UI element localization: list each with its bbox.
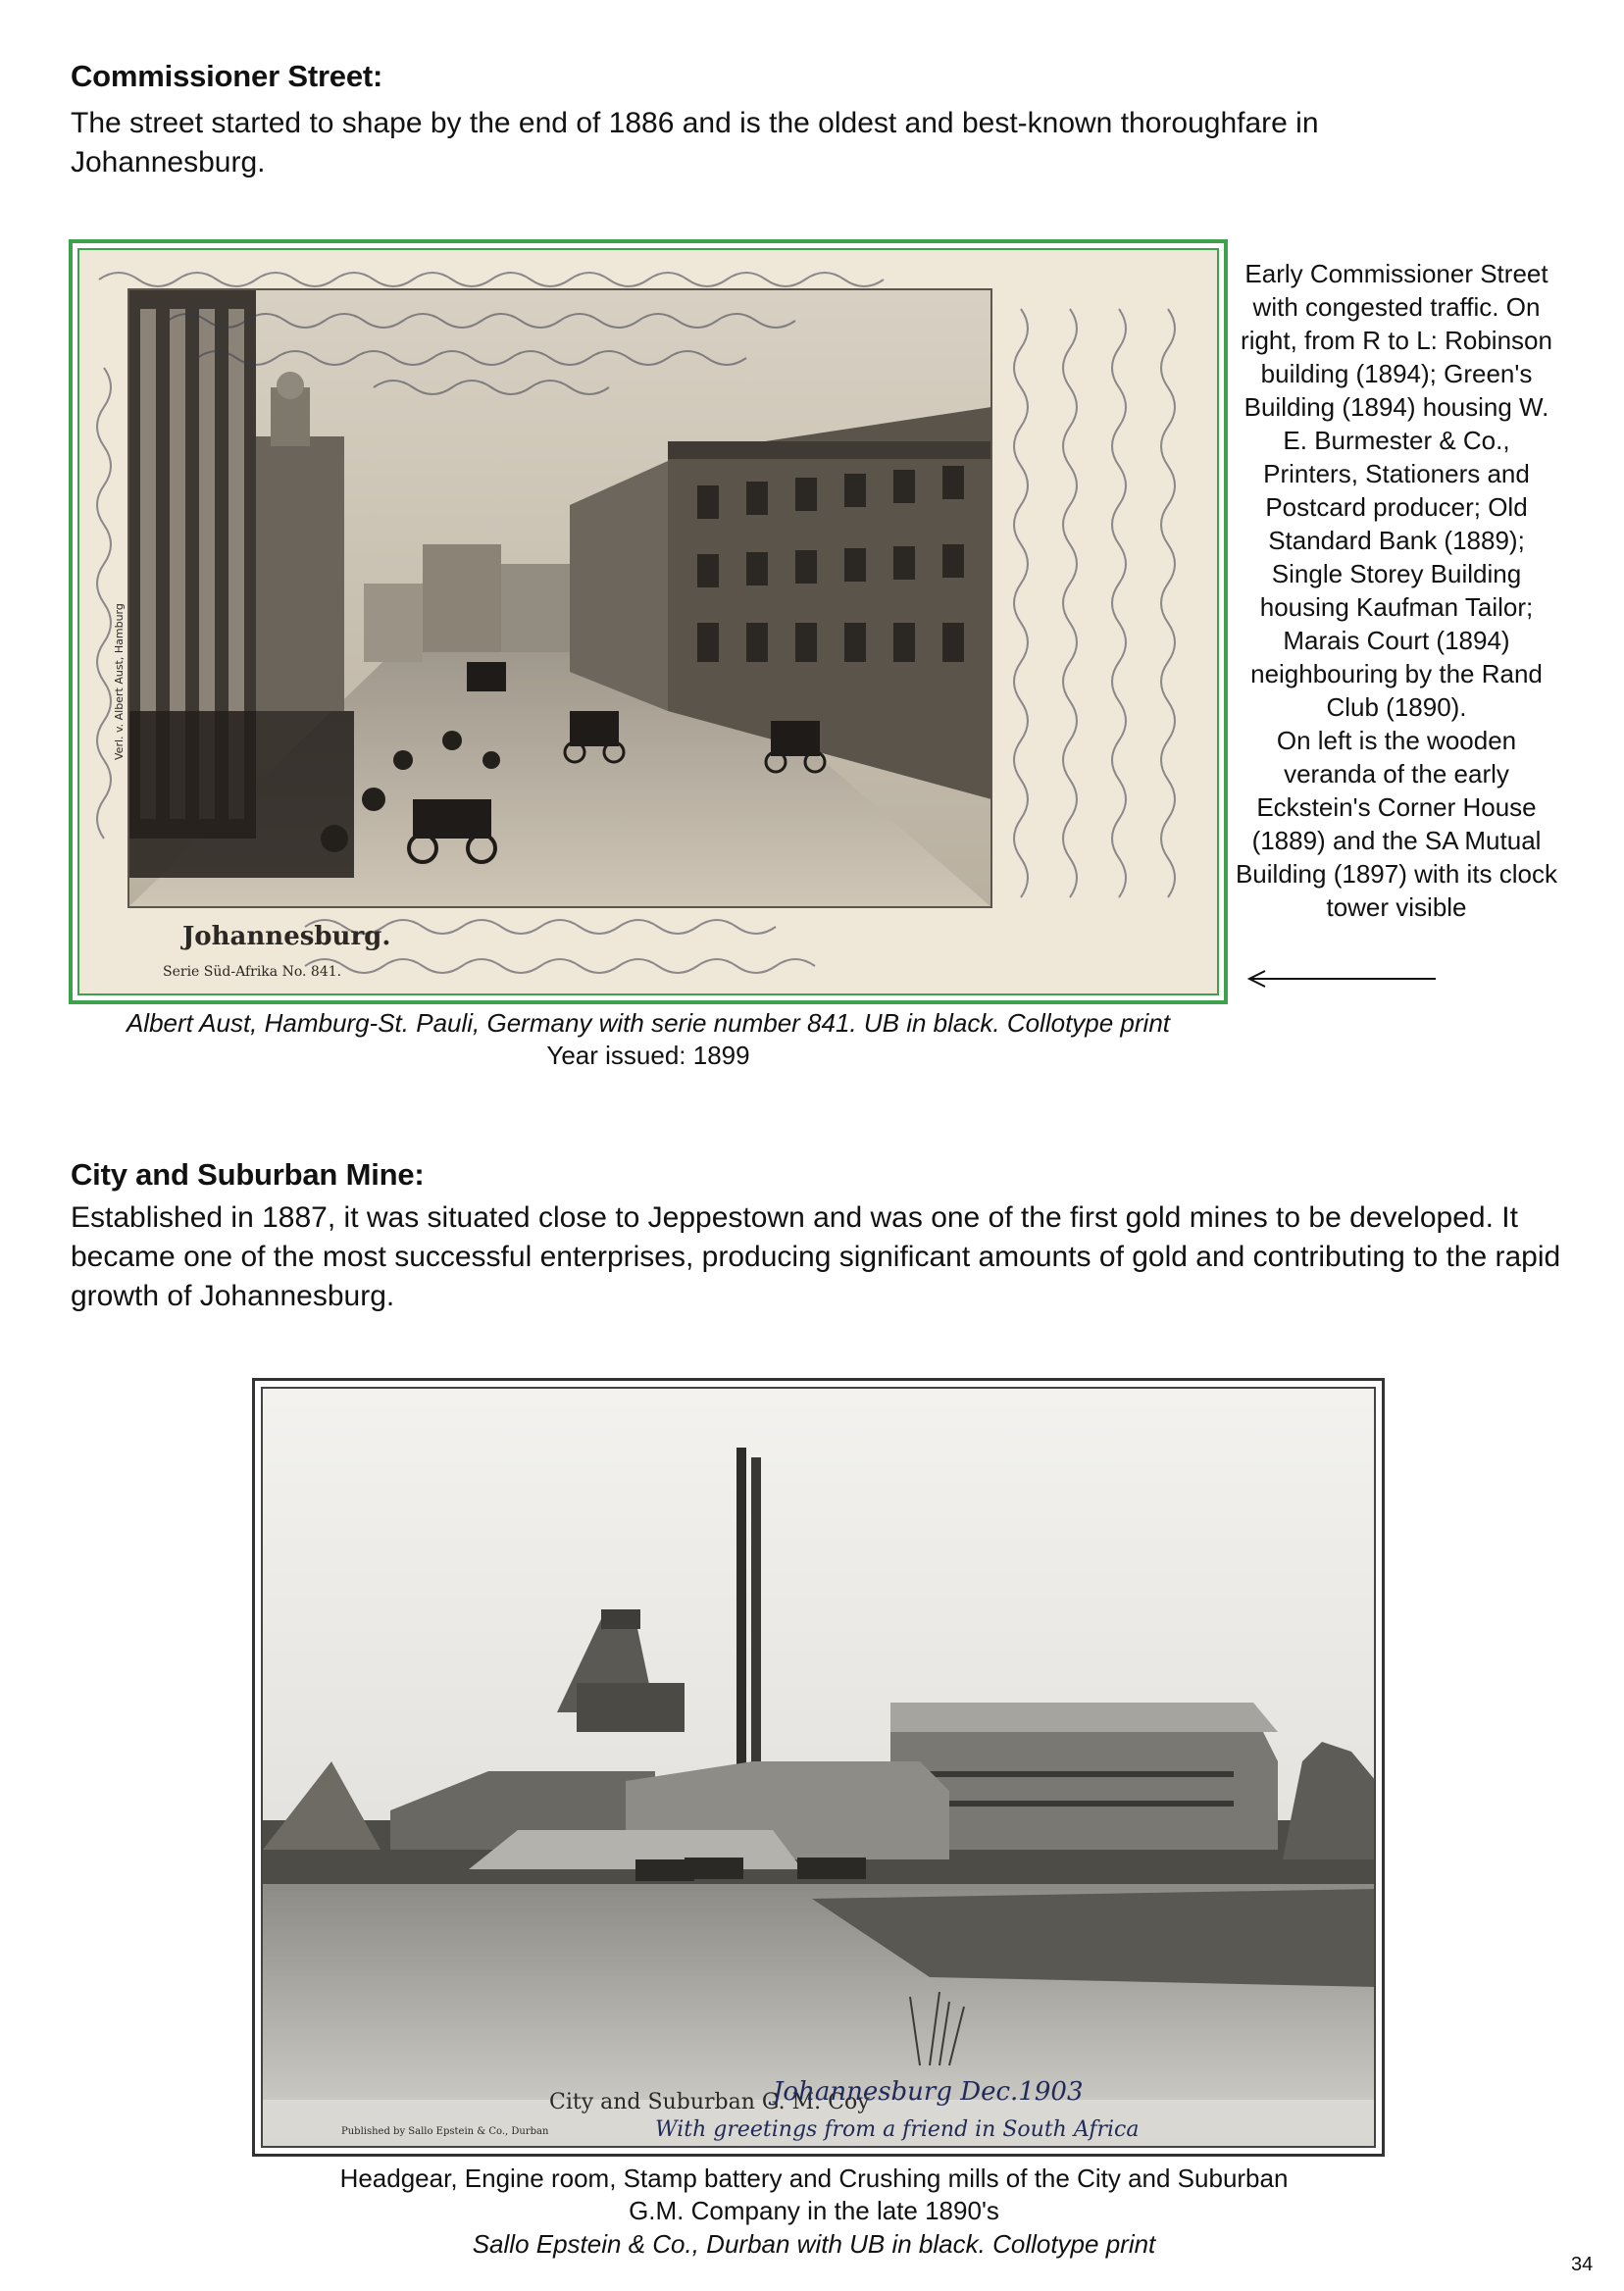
postcard-mine-photo — [263, 1389, 1376, 2148]
side-note-text: Early Commissioner Street with congested traffic. On right, from R to L: Robinson building (1894); Green's Building (1894) housing W. E. Burmester & Co., Printers, Stationers and Postcard producer; Old Standard Bank (1889); Single Storey Building housing Kaufman Tailor; Marais Court (1894) neighbouring by the Rand Club (1890). — [1241, 259, 1552, 722]
postcard-city-suburban-mine — [252, 1378, 1385, 2157]
postcard-printed-publisher: Verl. v. Albert Aust, Hamburg — [113, 603, 126, 760]
caption-year-issued: Year issued: 1899 — [546, 1041, 750, 1070]
postcard-printed-series: Serie Süd-Afrika No. 841. — [163, 964, 342, 980]
postcard-commissioner-street — [69, 239, 1228, 1004]
page-number: 34 — [1571, 2254, 1594, 2275]
side-note-text-2: On left is the wooden veranda of the early Eckstein's Corner House (1889) and the SA Mutual Building (1897) with its clock tower visible — [1235, 726, 1558, 922]
postcard-printed-title: Johannesburg. — [182, 922, 391, 951]
section-paragraph-commissioner-street: The street started to shape by the end of 1886 and is the oldest and best-known thoroughfare in Johannesburg. — [71, 107, 1319, 178]
caption-mine-line3: Sallo Epstein & Co., Durban with UB in black. Collotype print — [472, 2229, 1156, 2259]
side-note-buildings — [1234, 257, 1559, 924]
section-heading-commissioner-street: Commissioner Street: — [71, 59, 383, 93]
postcard-handwriting-2: With greetings from a friend in South Africa — [655, 2117, 1140, 2142]
section-paragraph-city-suburban-mine: Established in 1887, it was situated close to Jeppestown and was one of the first gold mines to be developed. It became one of the most successful enterprises, producing significant amounts of gold and contributing to the rapid growth of Johannesburg. — [71, 1201, 1561, 1312]
caption-mine-line2: G.M. Company in the late 1890's — [629, 2196, 999, 2225]
caption-mine-line1: Headgear, Engine room, Stamp battery and Crushing mills of the City and Suburban — [339, 2164, 1289, 2193]
postcard-handwriting-1: Johannesburg Dec.1903 — [773, 2077, 1084, 2107]
postcard-printed-publisher: Published by Sallo Epstein & Co., Durban — [341, 2126, 549, 2137]
caption-postcard-1: Albert Aust, Hamburg-St. Pauli, Germany with serie number 841. UB in black. Collotype print — [126, 1008, 1171, 1038]
arrow-left-icon — [1243, 967, 1440, 991]
postcard-street-photo — [79, 250, 1217, 993]
section-heading-city-suburban-mine: City and Suburban Mine: — [71, 1157, 425, 1192]
postcard-printed-title: City and Suburban G. M. Coy — [549, 2090, 870, 2114]
